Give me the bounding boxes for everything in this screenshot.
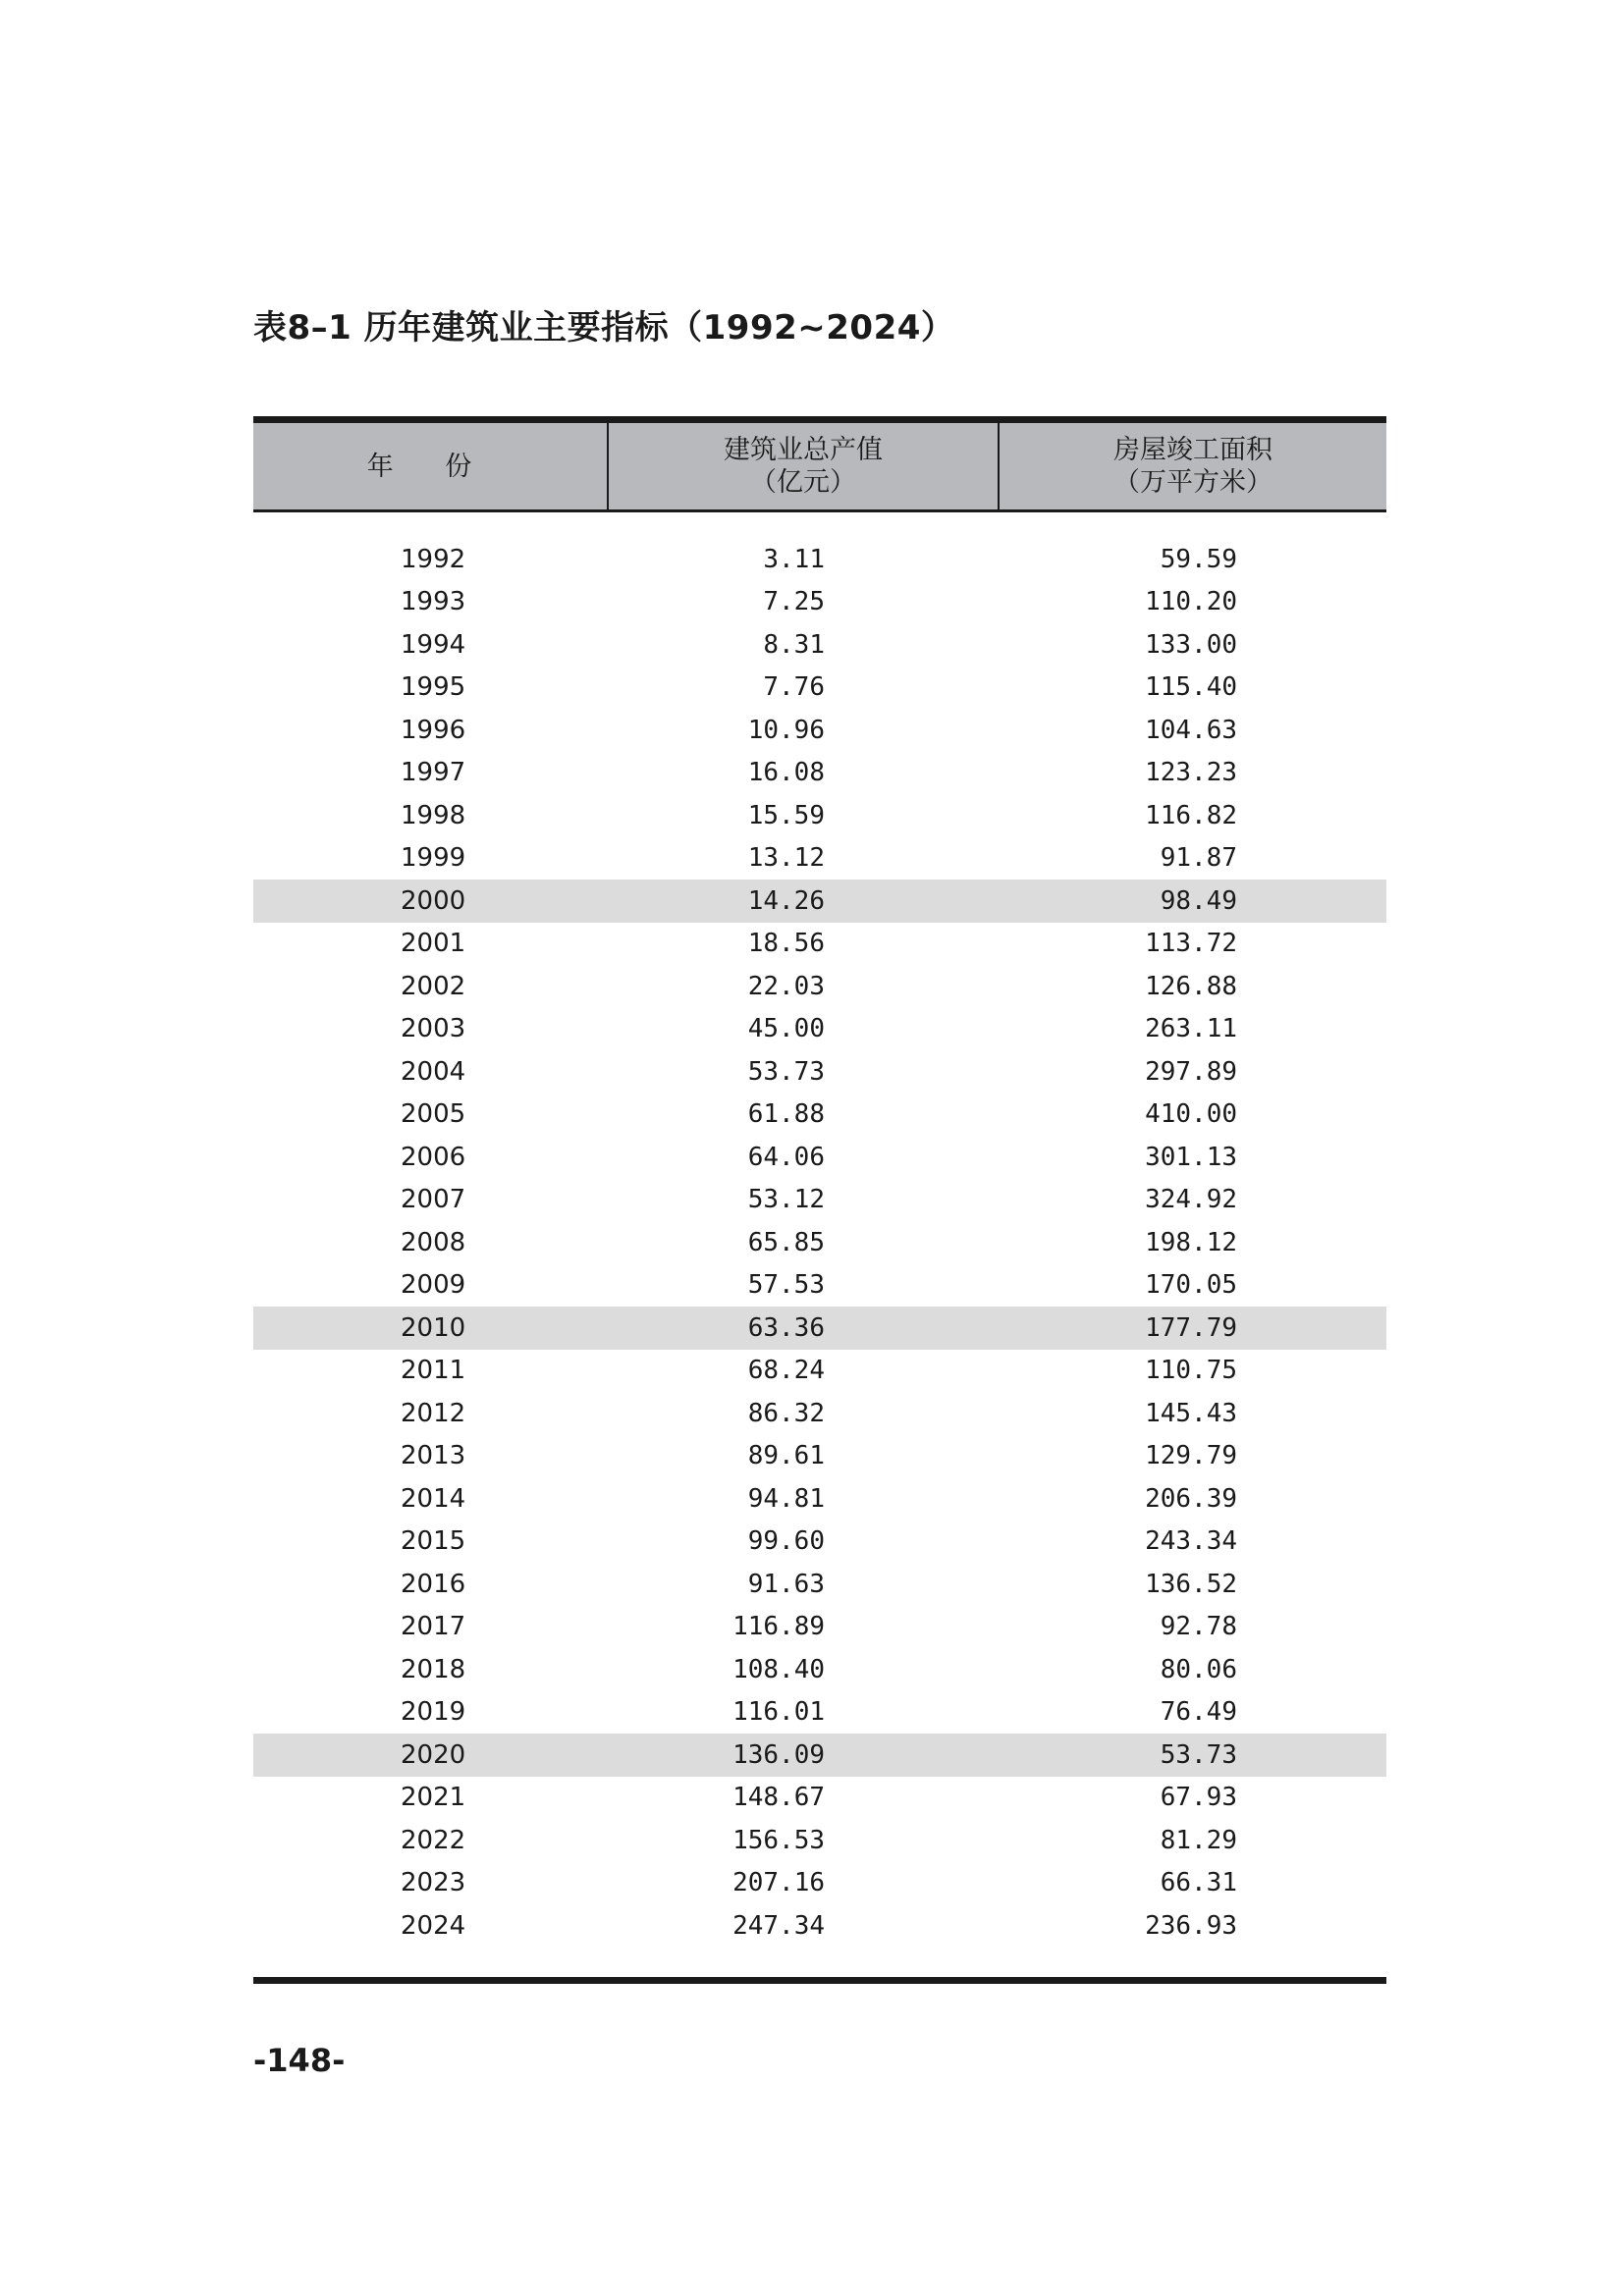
cell-year: 1993	[401, 587, 466, 617]
table-row	[253, 965, 1386, 1008]
table-row	[253, 794, 1386, 837]
cell-output: 108.40	[732, 1654, 825, 1684]
cell-area: 170.05	[1145, 1270, 1237, 1301]
table-row	[253, 1819, 1386, 1862]
cell-area: 136.52	[1145, 1569, 1237, 1599]
cell-year: 1994	[401, 629, 466, 660]
cell-output: 10.96	[747, 715, 825, 745]
cell-year: 2007	[401, 1185, 466, 1215]
header-area-label: 房屋竣工面积	[1113, 435, 1272, 465]
cell-area: 410.00	[1145, 1099, 1237, 1130]
table-row	[253, 709, 1386, 752]
cell-area: 301.13	[1145, 1142, 1237, 1172]
cell-output: 86.32	[747, 1398, 825, 1428]
cell-year: 2020	[401, 1739, 466, 1770]
cell-area: 198.12	[1145, 1227, 1237, 1257]
cell-output: 8.31	[763, 629, 825, 660]
cell-area: 81.29	[1160, 1825, 1237, 1855]
cell-output: 61.88	[747, 1099, 825, 1130]
cell-year: 2010	[401, 1312, 466, 1343]
cell-year: 2009	[401, 1270, 466, 1301]
cell-year: 2008	[401, 1227, 466, 1257]
cell-area: 206.39	[1145, 1483, 1237, 1514]
top-rule	[253, 416, 1386, 423]
table-row	[253, 1094, 1386, 1137]
table-row	[253, 1264, 1386, 1308]
cell-area: 123.23	[1145, 758, 1237, 788]
bottom-rule	[253, 1977, 1386, 1984]
table-row	[253, 1477, 1386, 1521]
table-row	[253, 581, 1386, 624]
cell-year: 2021	[401, 1783, 466, 1813]
table-row	[253, 667, 1386, 710]
cell-area: 324.92	[1145, 1185, 1237, 1215]
cell-year: 2012	[401, 1398, 466, 1428]
cell-year: 2016	[401, 1569, 466, 1599]
cell-area: 297.89	[1145, 1056, 1237, 1087]
cell-area: 177.79	[1145, 1312, 1237, 1343]
cell-year: 2014	[401, 1483, 466, 1514]
cell-output: 116.89	[732, 1612, 825, 1642]
cell-area: 104.63	[1145, 715, 1237, 745]
cell-area: 263.11	[1145, 1014, 1237, 1044]
table-row	[253, 538, 1386, 581]
cell-output: 65.85	[747, 1227, 825, 1257]
table-row	[253, 1179, 1386, 1222]
table-row	[253, 1392, 1386, 1435]
cell-output: 13.12	[747, 843, 825, 874]
page-number: -148-	[253, 2042, 346, 2079]
cell-output: 7.76	[763, 672, 825, 703]
cell-output: 45.00	[747, 1014, 825, 1044]
cell-output: 18.56	[747, 929, 825, 959]
table-row	[253, 923, 1386, 966]
table-row	[253, 1563, 1386, 1606]
table-row	[253, 837, 1386, 881]
cell-output: 14.26	[747, 885, 825, 916]
table-row	[253, 752, 1386, 795]
table-row	[253, 1862, 1386, 1905]
cell-output: 22.03	[747, 971, 825, 1001]
cell-area: 116.82	[1145, 800, 1237, 830]
cell-year: 2023	[401, 1868, 466, 1898]
cell-area: 92.78	[1160, 1612, 1237, 1642]
table-row	[253, 1221, 1386, 1264]
cell-output: 91.63	[747, 1569, 825, 1599]
cell-area: 76.49	[1160, 1697, 1237, 1728]
cell-year: 2013	[401, 1441, 466, 1471]
cell-output: 64.06	[747, 1142, 825, 1172]
cell-year: 2017	[401, 1612, 466, 1642]
table-header	[253, 423, 1386, 512]
cell-year: 2018	[401, 1654, 466, 1684]
header-output	[609, 423, 1000, 509]
cell-area: 129.79	[1145, 1441, 1237, 1471]
data-table	[253, 416, 1386, 1984]
cell-output: 247.34	[732, 1910, 825, 1941]
cell-area: 67.93	[1160, 1783, 1237, 1813]
cell-output: 68.24	[747, 1356, 825, 1386]
table-row	[253, 1777, 1386, 1820]
cell-output: 16.08	[747, 758, 825, 788]
cell-year: 1995	[401, 672, 466, 703]
cell-area: 243.34	[1145, 1526, 1237, 1557]
table-row	[253, 1648, 1386, 1691]
table-row	[253, 1350, 1386, 1393]
cell-area: 110.20	[1145, 587, 1237, 617]
cell-year: 2015	[401, 1526, 466, 1557]
cell-year: 2019	[401, 1697, 466, 1728]
cell-year: 2004	[401, 1056, 466, 1087]
cell-output: 15.59	[747, 800, 825, 830]
table-row	[253, 1435, 1386, 1478]
cell-area: 110.75	[1145, 1356, 1237, 1386]
table-row	[253, 1307, 1386, 1350]
table-row	[253, 1734, 1386, 1777]
cell-output: 156.53	[732, 1825, 825, 1855]
table-row	[253, 1008, 1386, 1051]
cell-area: 98.49	[1160, 885, 1237, 916]
cell-year: 2002	[401, 971, 466, 1001]
cell-area: 113.72	[1145, 929, 1237, 959]
cell-output: 207.16	[732, 1868, 825, 1898]
cell-area: 53.73	[1160, 1739, 1237, 1770]
cell-year: 2022	[401, 1825, 466, 1855]
table-row	[253, 1136, 1386, 1179]
cell-year: 2006	[401, 1142, 466, 1172]
cell-year: 1997	[401, 758, 466, 788]
cell-output: 89.61	[747, 1441, 825, 1471]
cell-year: 1996	[401, 715, 466, 745]
cell-year: 2001	[401, 929, 466, 959]
header-output-label: 建筑业总产值	[724, 435, 883, 465]
header-output-unit: （亿元）	[750, 467, 856, 498]
cell-output: 57.53	[747, 1270, 825, 1301]
cell-area: 236.93	[1145, 1910, 1237, 1941]
cell-output: 99.60	[747, 1526, 825, 1557]
cell-year: 2003	[401, 1014, 466, 1044]
header-area	[1000, 423, 1386, 509]
cell-output: 3.11	[763, 544, 825, 574]
table-row	[253, 1050, 1386, 1094]
cell-year: 1999	[401, 843, 466, 874]
header-area-unit: （万平方米）	[1113, 467, 1272, 498]
table-body	[253, 512, 1386, 1977]
cell-output: 148.67	[732, 1783, 825, 1813]
table-row	[253, 623, 1386, 667]
cell-output: 63.36	[747, 1312, 825, 1343]
table-row	[253, 1904, 1386, 1948]
cell-year: 2024	[401, 1910, 466, 1941]
cell-area: 115.40	[1145, 672, 1237, 703]
cell-output: 53.12	[747, 1185, 825, 1215]
header-year	[253, 423, 609, 509]
cell-area: 80.06	[1160, 1654, 1237, 1684]
cell-output: 7.25	[763, 587, 825, 617]
cell-output: 94.81	[747, 1483, 825, 1514]
cell-year: 1992	[401, 544, 466, 574]
table-row	[253, 880, 1386, 923]
table-title: 表8–1 历年建筑业主要指标（1992~2024）	[253, 308, 955, 347]
header-year-label: 年 份	[366, 451, 494, 482]
cell-year: 1998	[401, 800, 466, 830]
cell-area: 91.87	[1160, 843, 1237, 874]
cell-year: 2005	[401, 1099, 466, 1130]
cell-area: 126.88	[1145, 971, 1237, 1001]
cell-area: 133.00	[1145, 629, 1237, 660]
cell-output: 116.01	[732, 1697, 825, 1728]
table-row	[253, 1521, 1386, 1564]
cell-year: 2011	[401, 1356, 466, 1386]
cell-area: 59.59	[1160, 544, 1237, 574]
cell-output: 53.73	[747, 1056, 825, 1087]
cell-area: 66.31	[1160, 1868, 1237, 1898]
cell-output: 136.09	[732, 1739, 825, 1770]
table-row	[253, 1691, 1386, 1735]
table-row	[253, 1606, 1386, 1649]
cell-area: 145.43	[1145, 1398, 1237, 1428]
cell-year: 2000	[401, 885, 466, 916]
